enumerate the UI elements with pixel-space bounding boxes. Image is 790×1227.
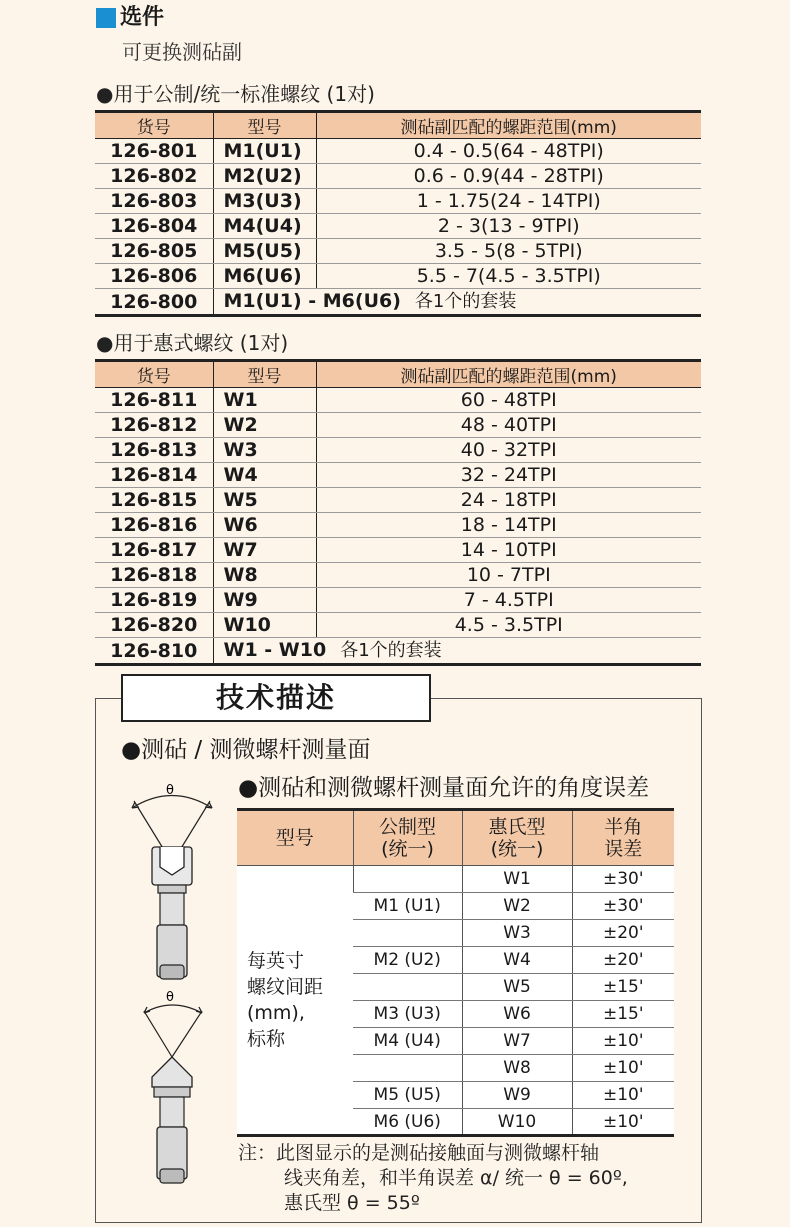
table-row <box>95 563 701 588</box>
pitch-range: 1 - 1.75(24 - 14TPI) <box>316 189 701 214</box>
kit-row <box>95 289 701 316</box>
part-code: 126-816 <box>95 513 213 538</box>
theta-label-top: θ <box>166 783 174 798</box>
kit-note: 各1个的套装 <box>414 291 517 312</box>
model-name: W3 <box>213 438 316 463</box>
model-name: M4(U4) <box>213 214 316 239</box>
model-name: M2(U2) <box>213 164 316 189</box>
table-header-row <box>95 112 701 139</box>
col-header-range: 测砧副匹配的螺距范围(mm) <box>316 361 701 388</box>
half-angle-error: ±20' <box>572 947 674 974</box>
footnote-line-1: 注：此图显示的是测砧接触面与测微螺杆轴 <box>238 1142 600 1164</box>
part-code: 126-820 <box>95 613 213 638</box>
kit-code: 126-810 <box>95 638 213 665</box>
whitworth-model: W5 <box>462 974 572 1001</box>
model-name: M1(U1) <box>213 139 316 164</box>
pitch-range: 14 - 10TPI <box>316 538 701 563</box>
part-code: 126-801 <box>95 139 213 164</box>
model-name: W6 <box>213 513 316 538</box>
anvil-spindle-diagram <box>120 775 230 1215</box>
metric-table <box>95 110 701 317</box>
whitworth-model: W9 <box>462 1082 572 1109</box>
pitch-range: 40 - 32TPI <box>316 438 701 463</box>
kit-code: 126-800 <box>95 289 213 316</box>
model-name: M5(U5) <box>213 239 316 264</box>
pitch-range: 48 - 40TPI <box>316 413 701 438</box>
kit-description <box>213 638 701 665</box>
model-name: W7 <box>213 538 316 563</box>
table-row <box>95 388 701 413</box>
options-heading <box>96 4 164 32</box>
part-code: 126-805 <box>95 239 213 264</box>
metric-model <box>353 866 462 893</box>
kit-row <box>95 638 701 665</box>
pitch-range: 60 - 48TPI <box>316 388 701 413</box>
table-row <box>95 513 701 538</box>
table-row <box>95 588 701 613</box>
metric-model: M4 (U4) <box>353 1028 462 1055</box>
ang-col-model: 型号 <box>237 810 353 866</box>
col-header-model: 型号 <box>213 361 316 388</box>
model-name: W10 <box>213 613 316 638</box>
metric-model: M5 (U5) <box>353 1082 462 1109</box>
metric-section-title: ●用于公制/统一标准螺纹 (1对) <box>96 82 375 106</box>
table-row <box>95 214 701 239</box>
whitworth-section-title: ●用于惠式螺纹 (1对) <box>96 331 289 355</box>
half-angle-error: ±15' <box>572 1001 674 1028</box>
pitch-range: 7 - 4.5TPI <box>316 588 701 613</box>
pitch-range: 10 - 7TPI <box>316 563 701 588</box>
whitworth-model: W4 <box>462 947 572 974</box>
metric-model <box>353 1055 462 1082</box>
pitch-range: 0.6 - 0.9(44 - 28TPI) <box>316 164 701 189</box>
part-code: 126-815 <box>95 488 213 513</box>
table-row <box>95 413 701 438</box>
table-row <box>95 538 701 563</box>
model-name: W1 <box>213 388 316 413</box>
part-code: 126-813 <box>95 438 213 463</box>
half-angle-error: ±20' <box>572 920 674 947</box>
part-code: 126-802 <box>95 164 213 189</box>
kit-description <box>213 289 701 316</box>
kit-model: W1 - W10 <box>223 639 327 661</box>
whitworth-table <box>95 359 701 666</box>
footnote-line-2: 线夹角差，和半角误差 α/ 统一 θ = 60º, <box>284 1167 628 1189</box>
pitch-range: 4.5 - 3.5TPI <box>316 613 701 638</box>
half-angle-error: ±10' <box>572 1109 674 1136</box>
angle-error-table <box>237 808 674 1137</box>
table-row <box>95 264 701 289</box>
whitworth-model: W7 <box>462 1028 572 1055</box>
part-code: 126-803 <box>95 189 213 214</box>
ang-col-error: 半角 误差 <box>572 810 674 866</box>
kit-model: M1(U1) - M6(U6) <box>223 290 401 312</box>
pitch-range: 3.5 - 5(8 - 5TPI) <box>316 239 701 264</box>
tech-title: 技术描述 <box>121 674 431 722</box>
half-angle-error: ±15' <box>572 974 674 1001</box>
table-row <box>95 613 701 638</box>
angle-error-title: ●测砧和测微螺杆测量面允许的角度误差 <box>238 775 650 801</box>
model-name: M6(U6) <box>213 264 316 289</box>
table-row <box>95 488 701 513</box>
metric-model <box>353 974 462 1001</box>
half-angle-error: ±10' <box>572 1028 674 1055</box>
metric-model: M1 (U1) <box>353 893 462 920</box>
cone-spindle-figure <box>144 990 202 1183</box>
metric-model: M3 (U3) <box>353 1001 462 1028</box>
part-code: 126-814 <box>95 463 213 488</box>
col-header-model: 型号 <box>213 112 316 139</box>
table-row <box>95 139 701 164</box>
part-code: 126-812 <box>95 413 213 438</box>
model-name: W5 <box>213 488 316 513</box>
half-angle-error: ±10' <box>572 1082 674 1109</box>
col-header-range: 测砧副匹配的螺距范围(mm) <box>316 112 701 139</box>
ang-col-metric: 公制型 (统一) <box>353 810 462 866</box>
model-name: M3(U3) <box>213 189 316 214</box>
part-code: 126-817 <box>95 538 213 563</box>
footnote <box>238 1141 628 1216</box>
table-row <box>95 239 701 264</box>
model-name: W9 <box>213 588 316 613</box>
options-subtitle: 可更换测砧副 <box>122 40 242 64</box>
whitworth-model: W1 <box>462 866 572 893</box>
footnote-line-3: 惠氏型 θ = 55º <box>284 1192 420 1214</box>
table-row <box>95 463 701 488</box>
pitch-range: 32 - 24TPI <box>316 463 701 488</box>
whitworth-model: W3 <box>462 920 572 947</box>
model-name: W4 <box>213 463 316 488</box>
pitch-range: 2 - 3(13 - 9TPI) <box>316 214 701 239</box>
part-code: 126-804 <box>95 214 213 239</box>
part-code: 126-811 <box>95 388 213 413</box>
model-name: W8 <box>213 563 316 588</box>
whitworth-model: W10 <box>462 1109 572 1136</box>
angle-table-header <box>237 810 674 866</box>
pitch-range: 0.4 - 0.5(64 - 48TPI) <box>316 139 701 164</box>
part-code: 126-818 <box>95 563 213 588</box>
angle-row <box>237 866 674 893</box>
pitch-range: 5.5 - 7(4.5 - 3.5TPI) <box>316 264 701 289</box>
metric-model <box>353 920 462 947</box>
anvil-face-title: ●测砧 / 测微螺杆测量面 <box>121 737 371 763</box>
v-anvil-figure <box>132 783 212 979</box>
col-header-code: 货号 <box>95 361 213 388</box>
table-row <box>95 438 701 463</box>
part-code: 126-806 <box>95 264 213 289</box>
metric-model: M6 (U6) <box>353 1109 462 1136</box>
pitch-range: 18 - 14TPI <box>316 513 701 538</box>
part-code: 126-819 <box>95 588 213 613</box>
half-angle-error: ±30' <box>572 866 674 893</box>
table-row <box>95 164 701 189</box>
pitch-label: 每英寸 螺纹间距 (mm), 标称 <box>237 866 353 1136</box>
whitworth-model: W8 <box>462 1055 572 1082</box>
model-name: W2 <box>213 413 316 438</box>
whitworth-model: W6 <box>462 1001 572 1028</box>
col-header-code: 货号 <box>95 112 213 139</box>
kit-note: 各1个的套装 <box>340 640 442 661</box>
whitworth-model: W2 <box>462 893 572 920</box>
half-angle-error: ±30' <box>572 893 674 920</box>
table-header-row <box>95 361 701 388</box>
metric-model: M2 (U2) <box>353 947 462 974</box>
pitch-range: 24 - 18TPI <box>316 488 701 513</box>
half-angle-error: ±10' <box>572 1055 674 1082</box>
ang-col-whitworth: 惠氏型 (统一) <box>462 810 572 866</box>
table-row <box>95 189 701 214</box>
theta-label-bottom: θ <box>166 990 174 1005</box>
options-title: 选件 <box>120 5 165 30</box>
blue-square-icon <box>96 8 116 28</box>
